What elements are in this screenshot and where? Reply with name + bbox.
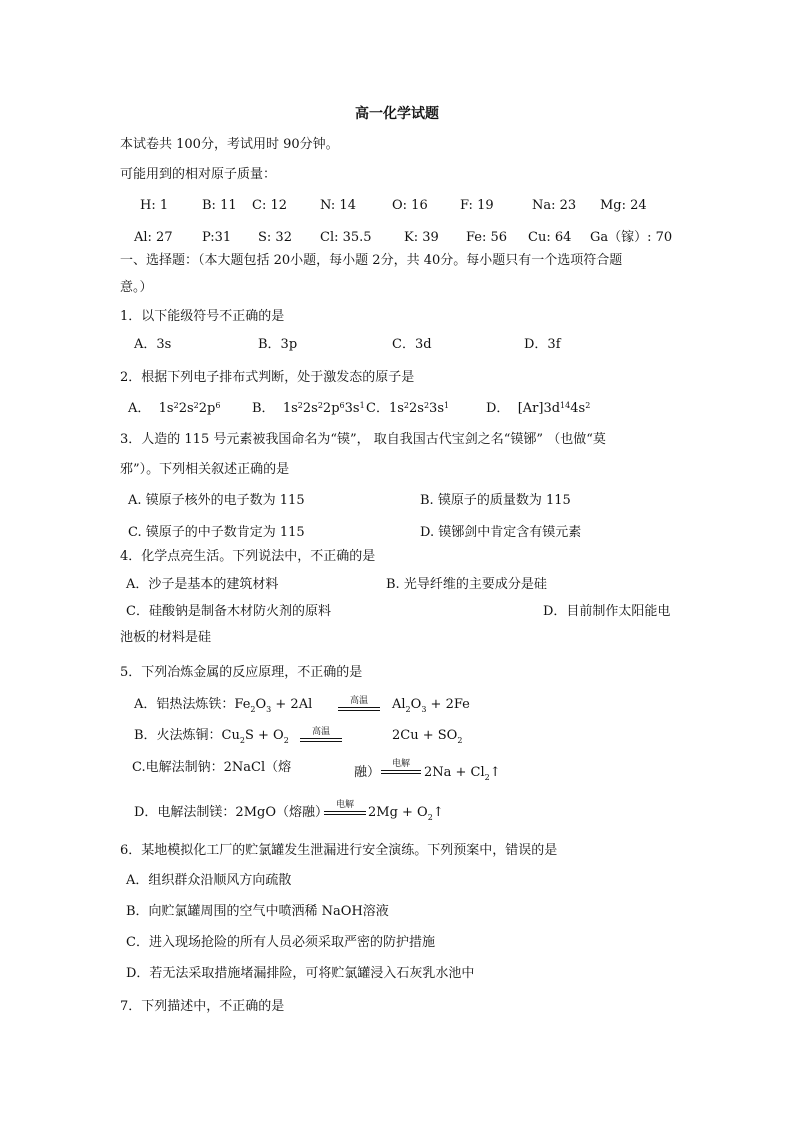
q2-option-a: A． $1s^22s^22p^6$	[128, 401, 221, 416]
q5-option-c-products: $2Na + Cl_2↑$	[424, 765, 501, 782]
section-header-cont: 意。）	[120, 280, 153, 295]
q2-option-b: B． $1s^22s^22p^63s^1$	[252, 401, 365, 416]
question-1-stem: 1．以下能级符号不正确的是	[120, 309, 285, 324]
mass-o: O: 16	[392, 198, 428, 213]
q3-option-a: A. 镆原子核外的电子数为 115	[128, 493, 305, 508]
atomic-mass-heading: 可能用到的相对原子质量：	[120, 167, 277, 182]
q5-option-a-products: $Al_2O_3 + 2Fe$	[392, 697, 470, 714]
mass-b: B: 11	[202, 198, 237, 213]
section-header: 一、选择题：（本大题包括 20小题，每小题 2分，共 40分。每小题只有一个选项符合题	[120, 253, 623, 268]
q5-c-reaction-condition: 电解	[381, 759, 421, 774]
q4-option-d-cont: 池板的材料是硅	[120, 630, 212, 645]
q3-option-c: C. 镆原子的中子数肯定为 115	[128, 525, 305, 540]
q1-option-c: C．3d	[392, 337, 432, 352]
q2-option-d: D． $[Ar]3d^{14}4s^2$	[486, 401, 591, 416]
q1-option-d: D．3f	[524, 337, 561, 352]
q6-option-a: A．组织群众沿顺风方向疏散	[126, 873, 292, 888]
q4-option-d: D．目前制作太阳能电	[543, 604, 671, 619]
mass-na: Na: 23	[532, 198, 577, 213]
mass-f: F: 19	[460, 198, 494, 213]
question-5-stem: 5．下列冶炼金属的反应原理，不正确的是	[120, 665, 363, 680]
mass-mg: Mg: 24	[600, 198, 647, 213]
q5-b-reaction-condition: 高温	[300, 727, 342, 742]
q5-option-b-products: $2Cu + SO_2$	[392, 728, 463, 745]
mass-c: C: 12	[252, 198, 288, 213]
q5-option-b: B．火法炼铜：$Cu_2S + O_2$	[134, 728, 289, 745]
question-4-stem: 4．化学点亮生活。下列说法中，不正确的是	[120, 549, 376, 564]
q5-option-d: D．电解法制镁：2MgO（熔融）	[134, 805, 328, 820]
question-7-stem: 7．下列描述中，不正确的是	[120, 999, 285, 1014]
mass-p: P:31	[202, 230, 232, 245]
question-2-stem: 2．根据下列电子排布式判断，处于激发态的原子是	[120, 370, 415, 385]
q4-option-c: C．硅酸钠是制备木材防火剂的原料	[126, 604, 331, 619]
mass-s: S: 32	[258, 230, 292, 245]
q1-option-a: A．3s	[134, 337, 172, 352]
mass-k: K: 39	[404, 230, 439, 245]
q3-option-d: D. 镆铘剑中肯定含有镆元素	[420, 525, 582, 540]
q3-option-b: B. 镆原子的质量数为 115	[420, 493, 571, 508]
q2-option-c: C．$1s^22s^23s^1$	[366, 401, 450, 416]
mass-fe: Fe: 56	[466, 230, 508, 245]
mass-ga: Ga（镓）: 70	[590, 230, 673, 245]
q6-option-d: D．若无法采取措施堵漏排险，可将贮氯罐浸入石灰乳水池中	[126, 966, 475, 981]
question-6-stem: 6．某地模拟化工厂的贮氯罐发生泄漏进行安全演练。下列预案中，错误的是	[120, 843, 558, 858]
mass-cl: Cl: 35.5	[320, 230, 372, 245]
question-3-stem-cont: 邪”）。下列相关叙述正确的是	[120, 462, 290, 477]
q5-d-reaction-condition: 电解	[324, 800, 366, 815]
q6-option-b: B．向贮氯罐周围的空气中喷洒稀 NaOH溶液	[126, 904, 389, 919]
q4-option-b: B. 光导纤维的主要成分是硅	[386, 577, 547, 592]
q5-option-d-products: $2Mg + O_2↑$	[368, 805, 444, 822]
q6-option-c: C．进入现场抢险的所有人员必须采取严密的防护措施	[126, 935, 435, 950]
q5-a-reaction-condition: 高温	[338, 696, 380, 711]
q1-option-b: B．3p	[258, 337, 298, 352]
q4-option-a: A．沙子是基本的建筑材料	[126, 577, 279, 592]
mass-cu: Cu: 64	[528, 230, 572, 245]
exam-info: 本试卷共 100分，考试用时 90分钟。	[120, 137, 339, 152]
page-title: 高一化学试题	[355, 106, 439, 122]
q5-option-c: C.电解法制钠：2NaCl（熔	[132, 760, 292, 775]
question-3-stem: 3．人造的 115 号元素被我国命名为“镆”， 取自我国古代宝剑之名“镆铘” （也做“莫	[120, 432, 606, 447]
q5-option-a: A．铝热法炼铁：$Fe_2O_3 + 2Al$	[134, 697, 313, 714]
mass-h: H: 1	[140, 198, 169, 213]
q5-option-c-cont: 融）	[354, 765, 381, 780]
mass-al: Al: 27	[134, 230, 173, 245]
mass-n: N: 14	[320, 198, 356, 213]
